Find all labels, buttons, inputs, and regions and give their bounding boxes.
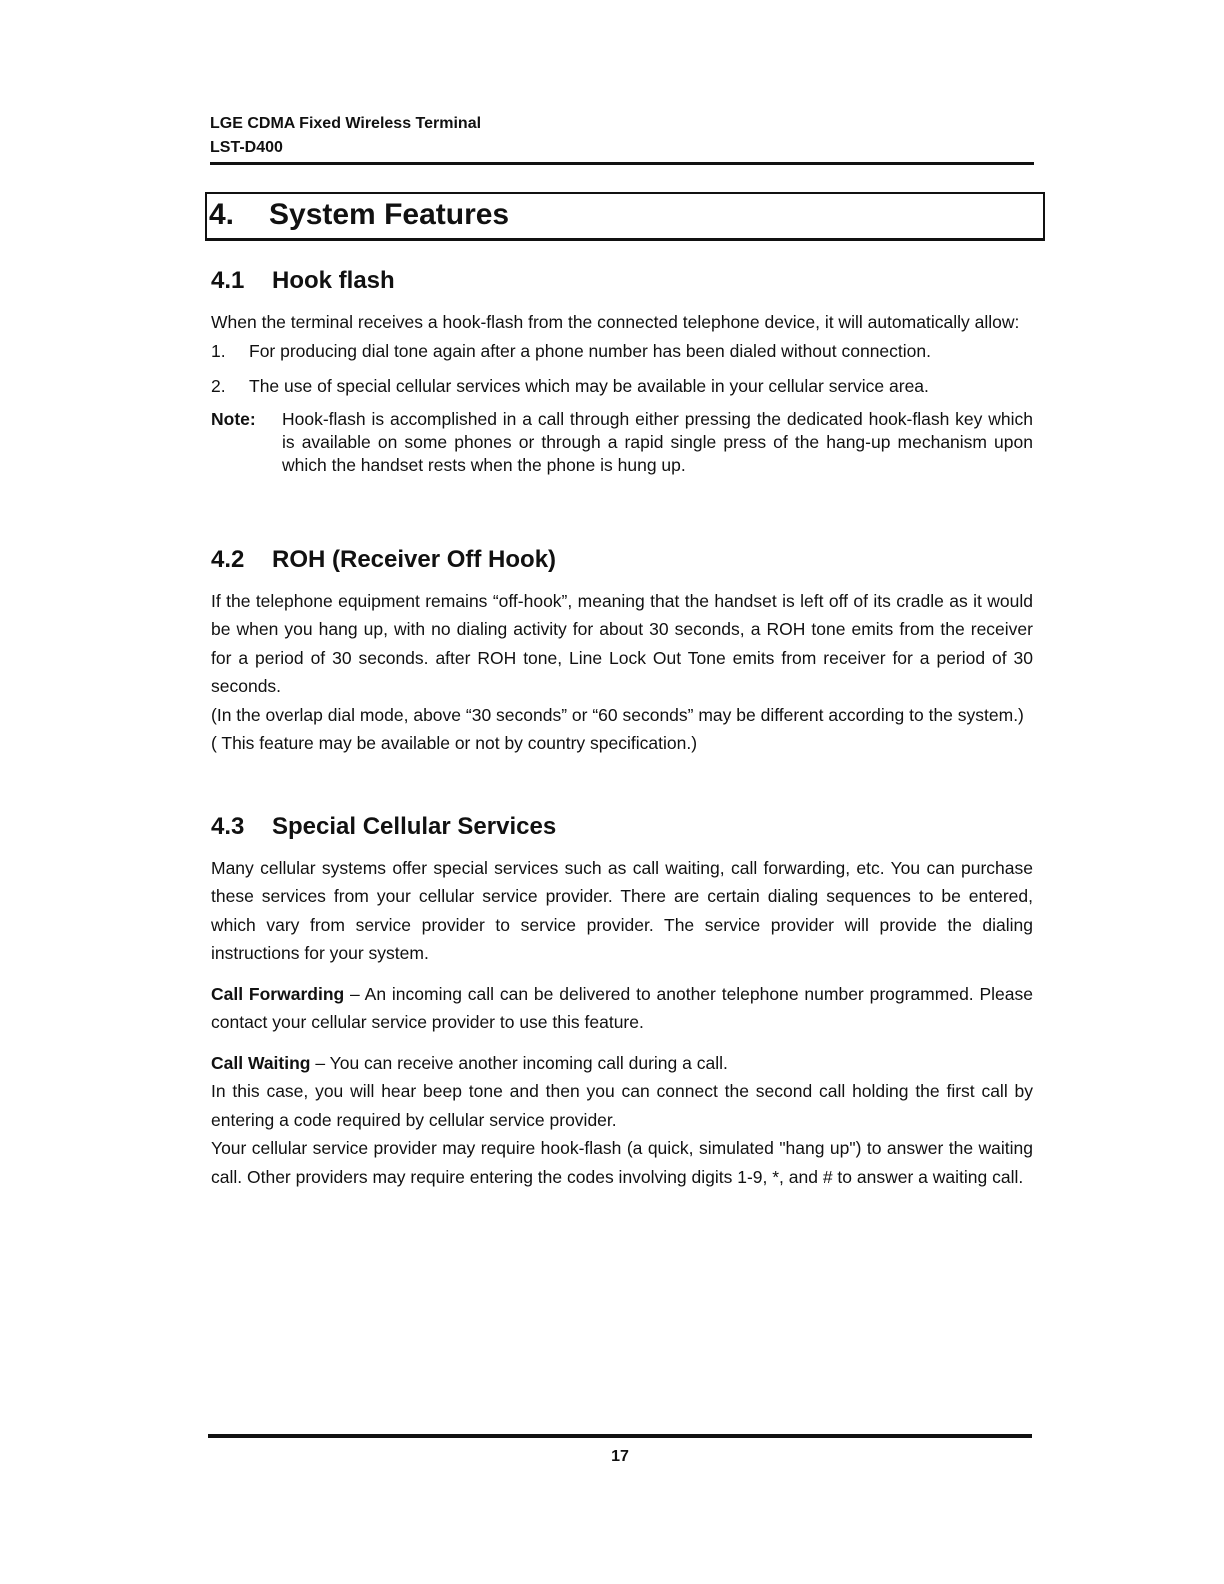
section-heading-4-3 [211, 812, 1033, 842]
section-number: 4.1 [211, 267, 245, 294]
chapter-heading-box [205, 192, 1045, 241]
page-content [211, 260, 1033, 1191]
section-title-text: ROH (Receiver Off Hook) [272, 545, 557, 573]
section-heading-4-2 [211, 545, 1033, 575]
chapter-title-text: System Features [269, 198, 510, 231]
paragraph-call-forwarding [211, 980, 1033, 1037]
page-header [210, 112, 1034, 165]
paragraph-roh-overlap-note: (In the overlap dial mode, above “30 seconds” or “60 seconds” may be different according to the system.) [211, 704, 1024, 725]
chapter-title [207, 198, 509, 232]
call-forwarding-label: Call Forwarding [211, 983, 345, 1004]
section-number: 4.3 [211, 812, 245, 840]
section-number: 4.2 [211, 545, 245, 573]
call-waiting-text: – You can receive another incoming call during a call. [310, 1052, 728, 1073]
section-title-text: Special Cellular Services [272, 812, 557, 840]
paragraph-call-waiting-detail: In this case, you will hear beep tone and then you can connect the second call holding the first call by entering a code required by cellular service provider. [211, 1081, 1033, 1130]
list-number: 1. [211, 340, 226, 361]
footer-divider [208, 1434, 1032, 1438]
section-heading-4-1 [211, 266, 1033, 296]
paragraph-call-waiting [211, 1049, 1033, 1078]
call-forwarding-text: – An incoming call can be delivered to another telephone number programmed. Please contact your cellular service provider to use this feature. [211, 983, 1034, 1032]
chapter-number: 4. [209, 198, 235, 231]
list-text: For producing dial tone again after a phone number has been dialed without connection. [249, 340, 931, 361]
page-number: 17 [611, 1448, 629, 1465]
list-item [211, 337, 1033, 366]
note-text: Hook-flash is accomplished in a call through either pressing the dedicated hook-flash key which is available on some phones or through a rapid single press of the hang-up mechanism upon which the handset rests when the phone is hung up. [282, 408, 1033, 475]
list-text: The use of special cellular services which may be available in your cellular service area. [249, 376, 929, 396]
paragraph-roh-description: If the telephone equipment remains “off-hook”, meaning that the handset is left off of its cradle as it would be when you hang up, with no dialing activity for about 30 seconds, a ROH tone emits from the receiver for a period of 30 seconds. after ROH tone, Line Lock Out Tone emits from receiver for a period of 30 seconds. [211, 590, 1033, 696]
header-product-name: LGE CDMA Fixed Wireless Terminal [210, 115, 482, 132]
note-label: Note: [211, 408, 256, 429]
header-model-number: LST-D400 [210, 139, 283, 156]
note-block [211, 408, 1033, 477]
paragraph-roh-country-note: ( This feature may be available or not by country specification.) [211, 733, 698, 753]
page-footer [208, 1434, 1032, 1466]
section-title-text: Hook flash [272, 267, 395, 294]
paragraph-hook-flash-intro: When the terminal receives a hook-flash from the connected telephone device, it will automatically allow: [211, 312, 1020, 332]
header-divider [210, 162, 1034, 165]
list-number: 2. [211, 376, 226, 396]
list-item [211, 372, 1033, 401]
call-waiting-label: Call Waiting [211, 1052, 311, 1073]
paragraph-special-services: Many cellular systems offer special services such as call waiting, call forwarding, etc. You can purchase these services from your cellular service provider. There are certain dialing sequences to be entered, which vary from service provider to service provider. The service provider will provide the dialing instructions for your system. [211, 857, 1033, 963]
paragraph-call-waiting-answer: Your cellular service provider may require hook-flash (a quick, simulated "hang up") to answer the waiting call. Other providers may require entering the codes involving digits 1-9, *, and # to answer a waiting call. [211, 1138, 1033, 1187]
